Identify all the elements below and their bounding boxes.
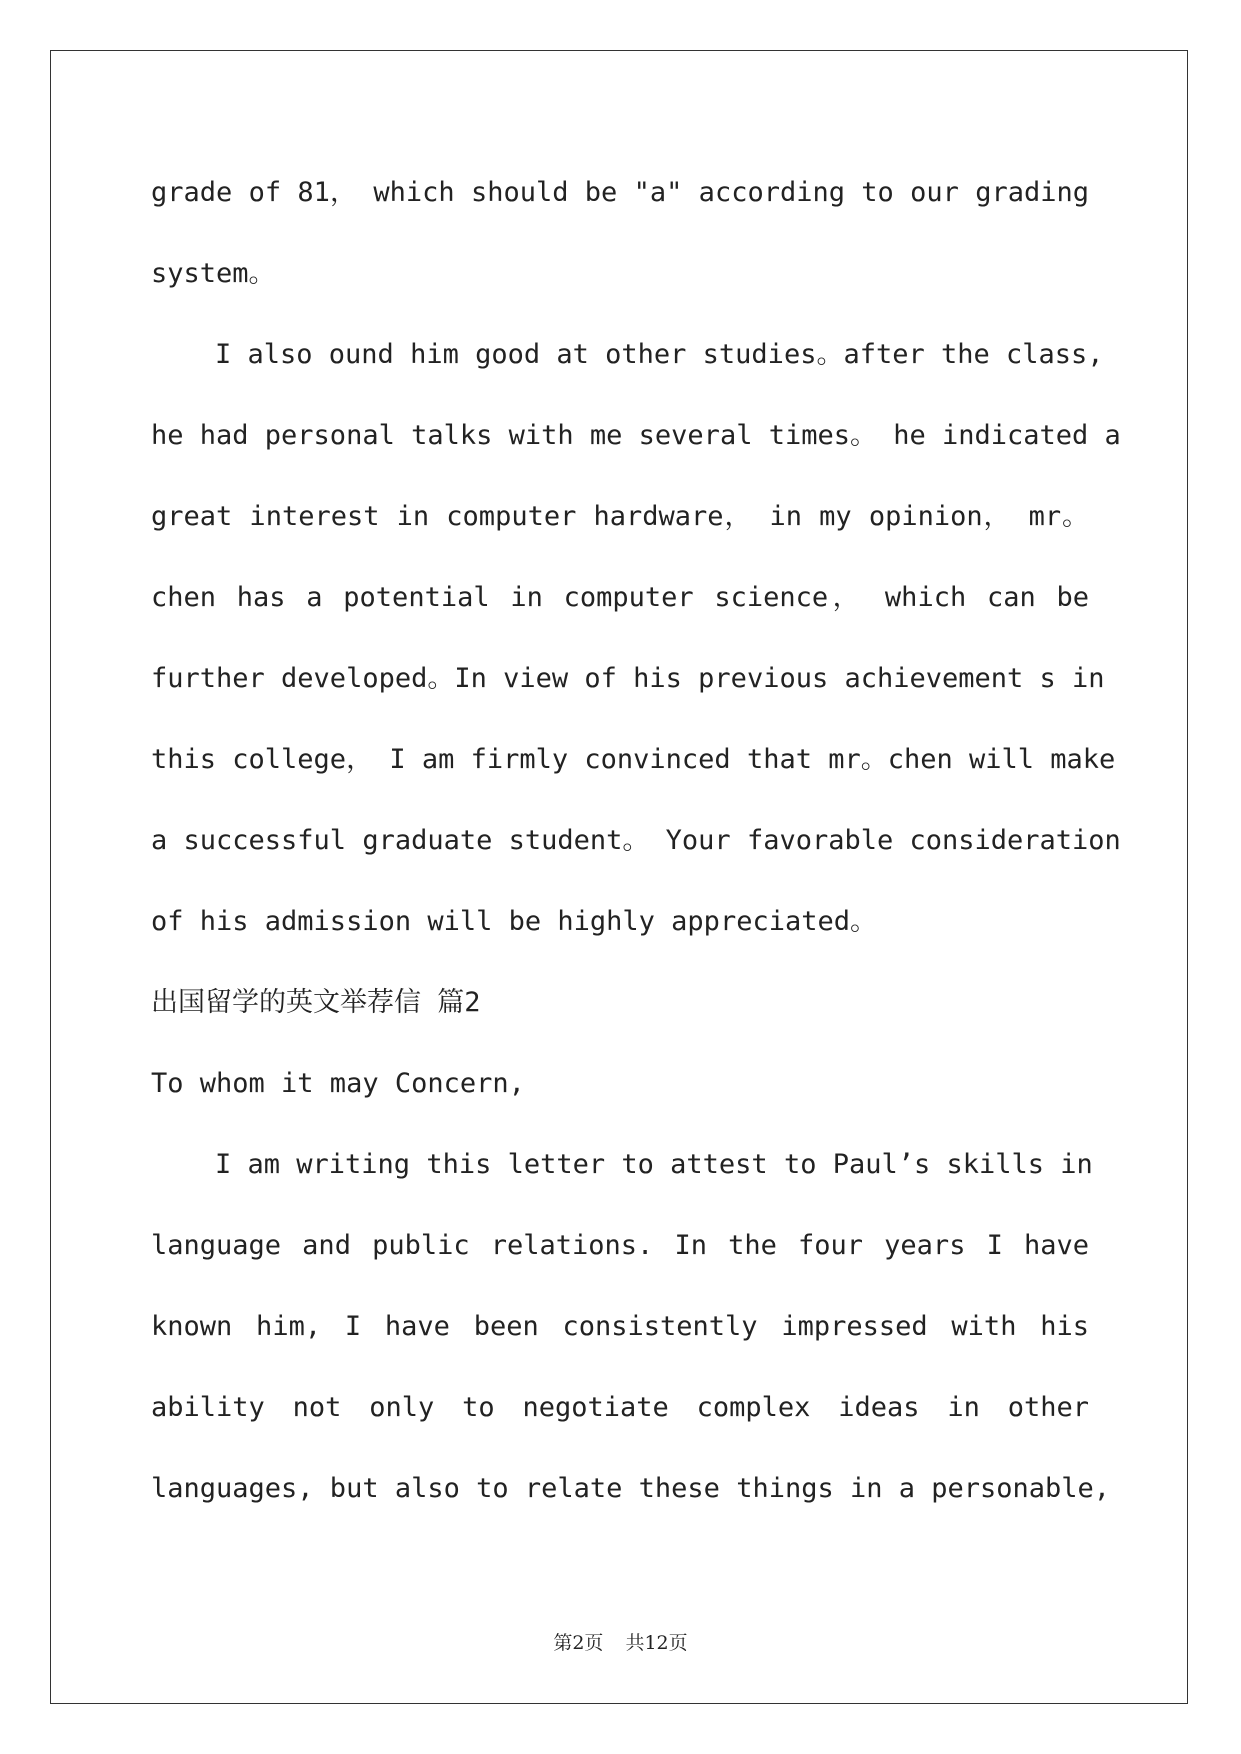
salutation: To whom it may Concern, [151, 1068, 525, 1099]
body-line: a successful graduate student。 Your favorable consideration [151, 825, 1121, 856]
body-line: he had personal talks with me several times。 he indicated a [151, 420, 1121, 451]
paragraph-first-line: I am writing this letter to attest to Paul’s skills in [215, 1149, 1093, 1180]
paragraph-first-line: I also ound him good at other studies。after the class, [215, 339, 1104, 370]
body-line: great interest in computer hardware， in my opinion， mr。 [151, 501, 1089, 532]
section-heading: 出国留学的英文举荐信 篇2 [151, 987, 481, 1018]
body-line: ability not only to negotiate complex ideas in other [151, 1392, 1089, 1423]
body-line: languages, but also to relate these things in a personable, [151, 1473, 1111, 1504]
body-line: of his admission will be highly appreciated。 [151, 906, 877, 937]
body-line: grade of 81， which should be "a" according to our grading [151, 177, 1089, 208]
body-line: chen has a potential in computer science， which can be [151, 582, 1089, 613]
body-line: language and public relations. In the four years I have [151, 1230, 1089, 1261]
page-total: 共12页 [625, 1632, 688, 1654]
page-footer [0, 1628, 1241, 1655]
page-border [50, 50, 1188, 1704]
body-line: this college， I am firmly convinced that mr。chen will make [151, 744, 1116, 775]
body-line: known him, I have been consistently impressed with his [151, 1311, 1089, 1342]
body-line: system。 [151, 258, 276, 289]
page-number: 第2页 [553, 1632, 604, 1654]
body-line: further developed。In view of his previous achievement s in [151, 663, 1105, 694]
